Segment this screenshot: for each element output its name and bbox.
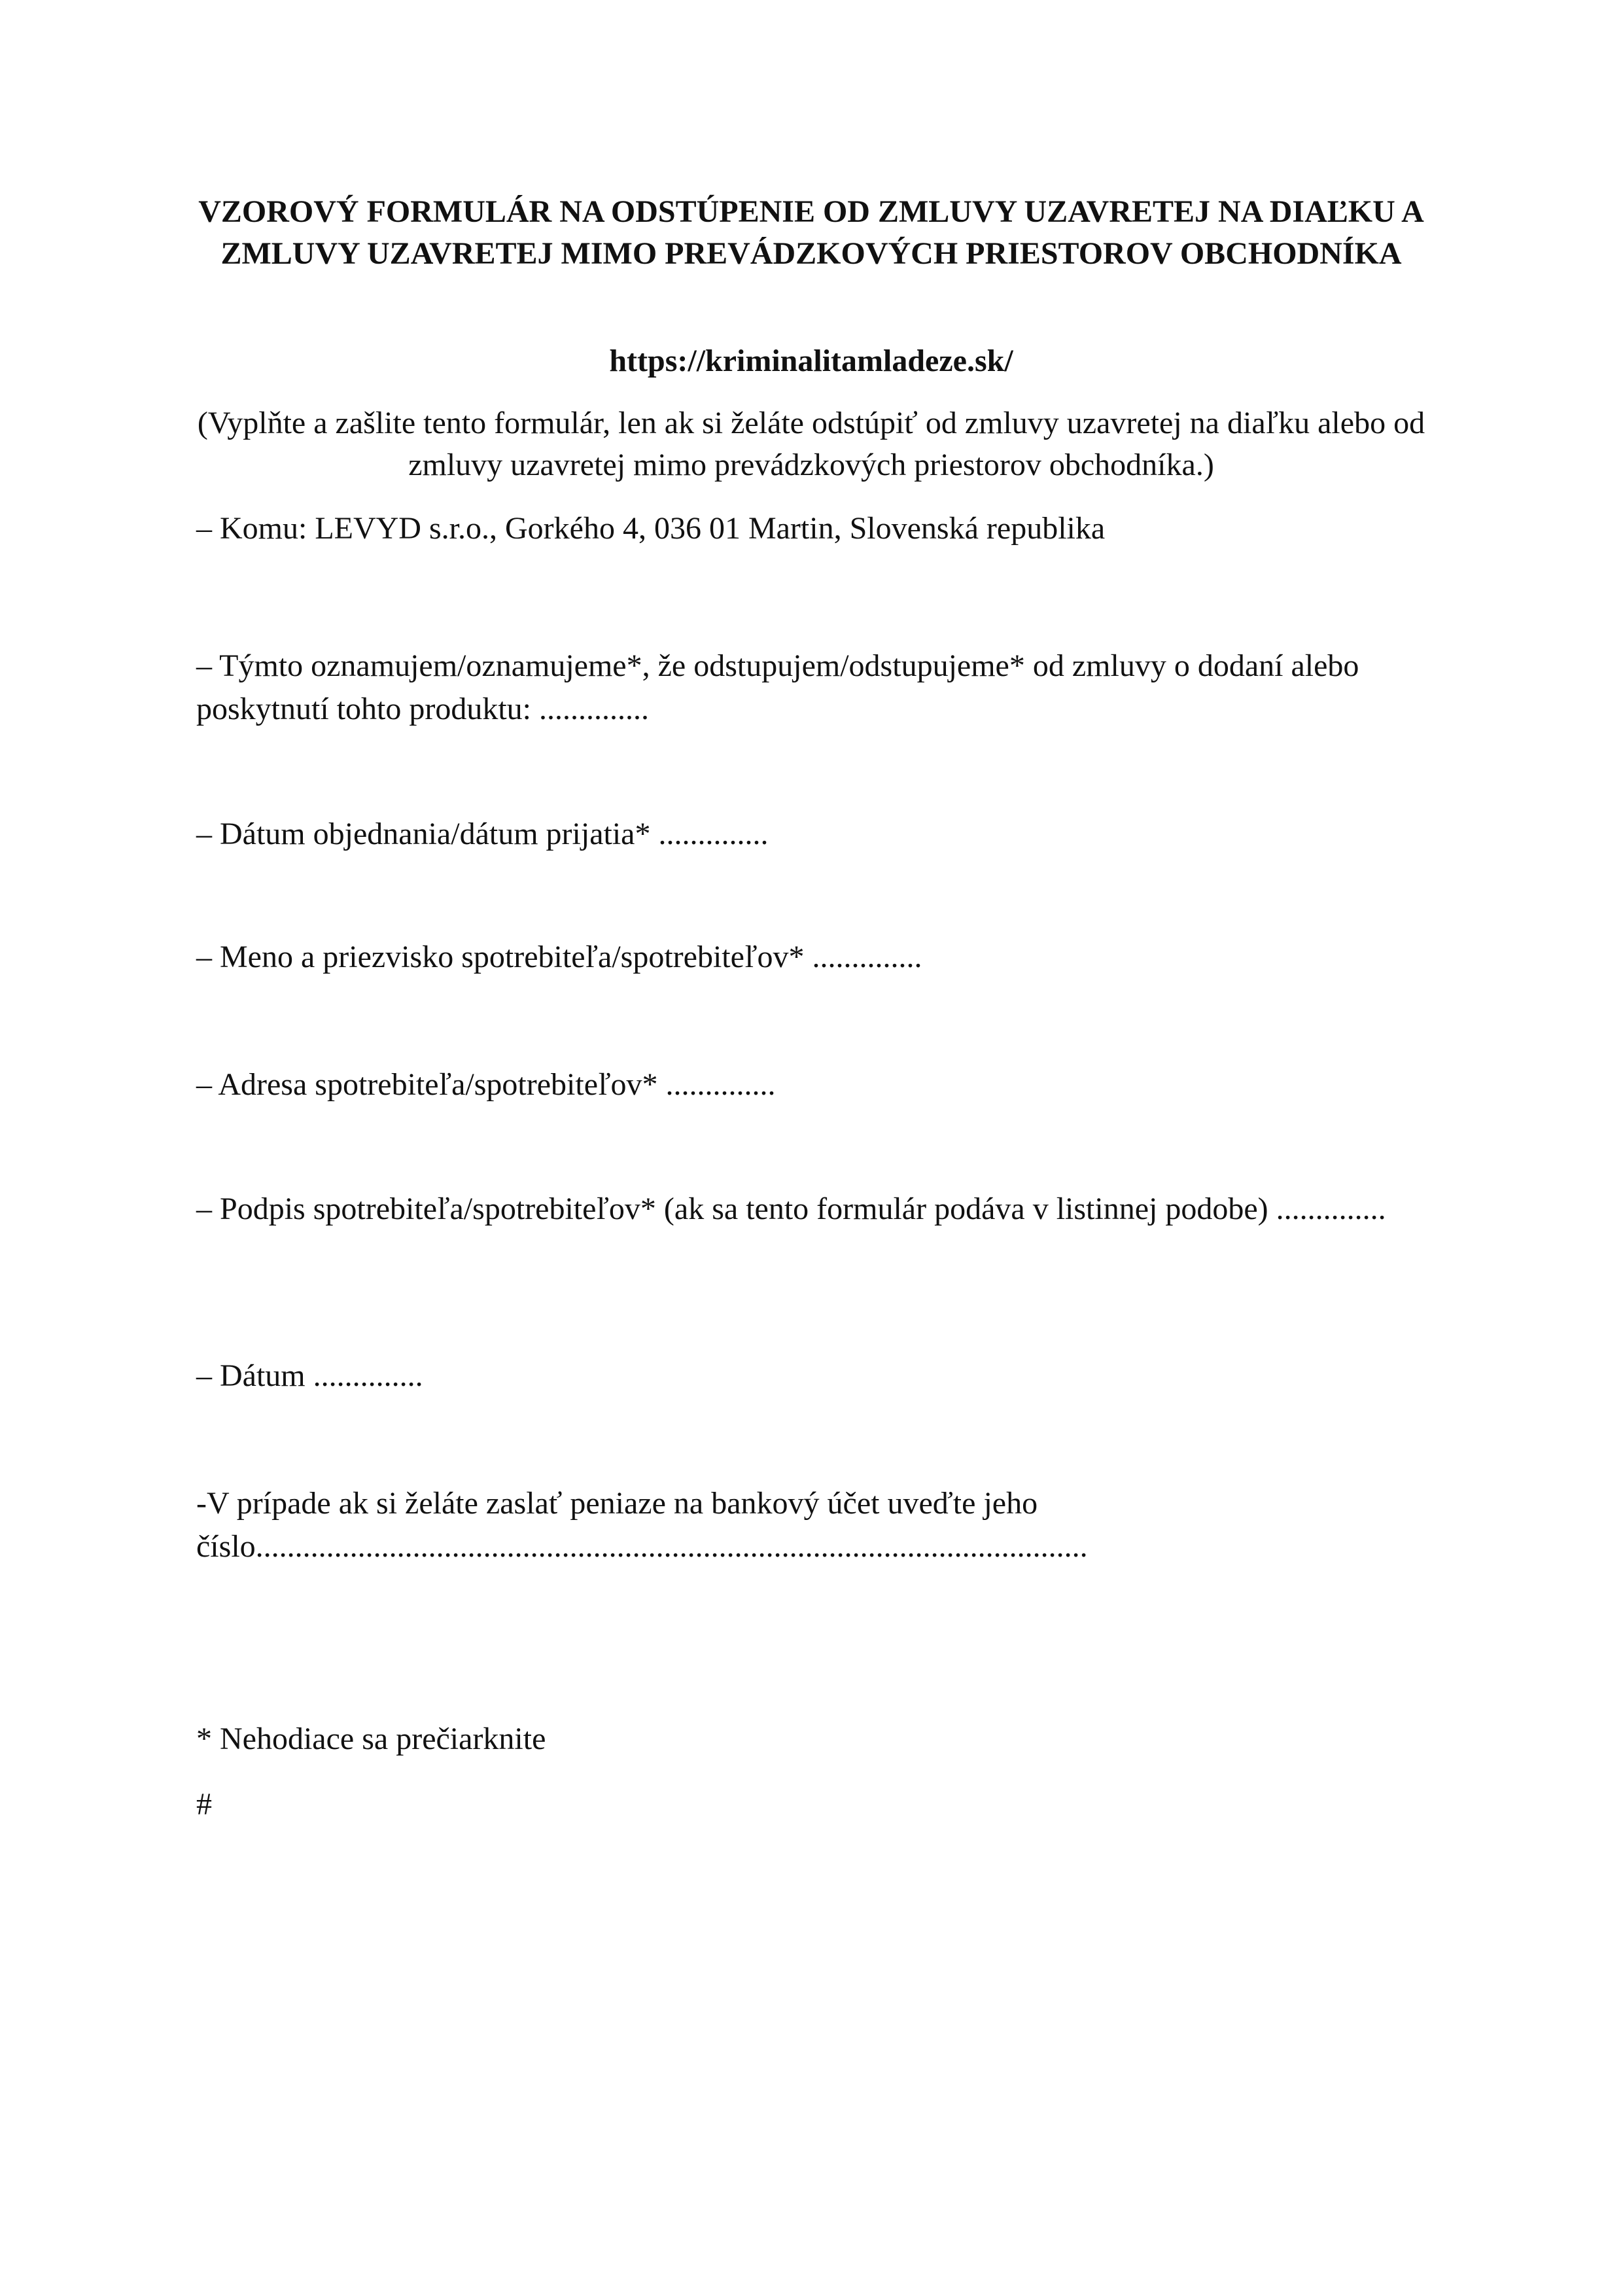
withdrawal-statement-line: – Týmto oznamujem/oznamujeme*, že odstupujem/odstupujeme* od zmluvy o dodaní alebo poskytnutí tohto produktu: ..............	[196, 648, 1367, 726]
signature-line: – Podpis spotrebiteľa/spotrebiteľov* (ak sa tento formulár podáva v listinnej podobe) ..............	[196, 1192, 1386, 1226]
document-title: VZOROVÝ FORMULÁR NA ODSTÚPENIE OD ZMLUVY UZAVRETEJ NA DIAĽKU A ZMLUVY UZAVRETEJ MIMO PREVÁDZKOVÝCH PRIESTOROV OBCHODNÍKA	[198, 194, 1424, 271]
consumer-address-line: – Adresa spotrebiteľa/spotrebiteľov* ..............	[196, 1067, 776, 1102]
instructions-text: (Vyplňte a zašlite tento formulár, len ak si želáte odstúpiť od zmluvy uzavretej na diaľku alebo od zmluvy uzavretej mimo prevádzkových priestorov obchodníka.)	[197, 406, 1425, 482]
recipient-line: – Komu: LEVYD s.r.o., Gorkého 4, 036 01 Martin, Slovenská republika	[196, 511, 1106, 546]
hash-mark: #	[196, 1787, 212, 1822]
date-line: – Dátum ..............	[196, 1358, 423, 1393]
footnote: * Nehodiace sa prečiarknite	[196, 1722, 546, 1756]
consumer-name-line: – Meno a priezvisko spotrebiteľa/spotrebiteľov* ..............	[196, 940, 922, 974]
order-date-line: – Dátum objednania/dátum prijatia* ..............	[196, 817, 769, 851]
merchant-url: https://kriminalitamladeze.sk/	[609, 344, 1013, 378]
bank-account-line: -V prípade ak si želáte zaslať peniaze na bankový účet uveďte jeho číslo..........................................................................................................	[196, 1486, 1088, 1564]
